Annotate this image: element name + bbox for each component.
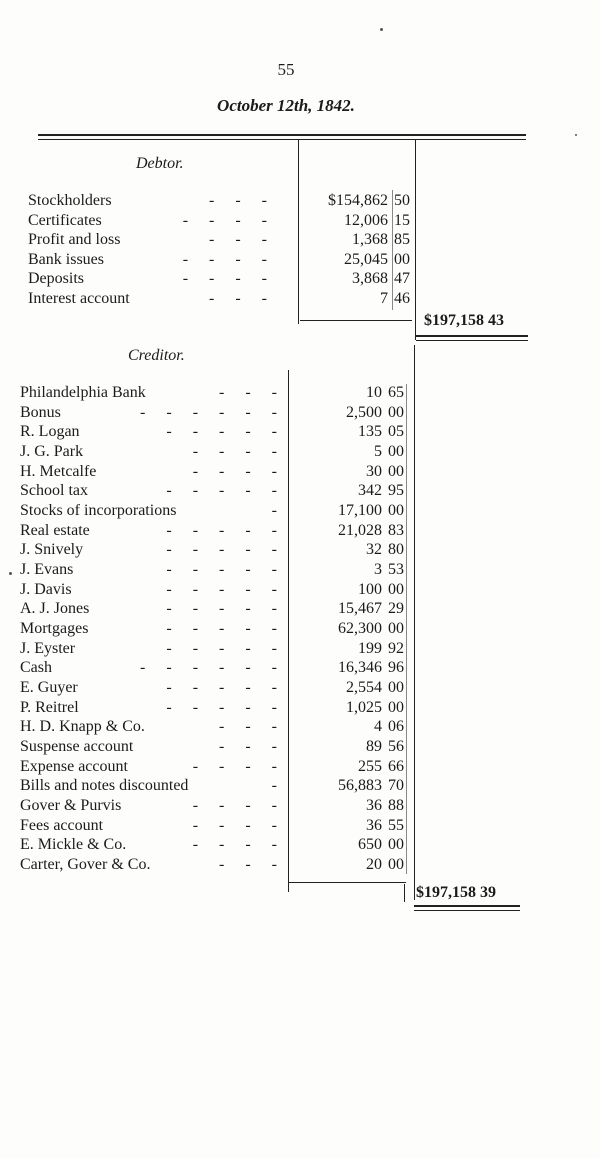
leader-dashes: - - - - (192, 442, 278, 460)
amount-cents: 00 (388, 462, 404, 480)
ledger-row (20, 481, 414, 500)
leader-dashes: - - - (209, 231, 268, 249)
amount-dollars: 100 (358, 580, 382, 598)
amount-cents: 00 (388, 442, 404, 460)
amount-dollars: 2,500 (346, 403, 382, 421)
leader-dashes: - - - (209, 192, 268, 209)
amount-cents: 29 (388, 600, 404, 618)
leader-dashes: - - - (219, 737, 278, 755)
account-name: Deposits (28, 270, 84, 288)
account-name: R. Logan (20, 423, 80, 441)
ledger-row (20, 560, 414, 579)
ledger-row (20, 442, 414, 461)
ledger-row (20, 619, 414, 638)
leader-dashes: - - - - (192, 757, 278, 775)
amount-cents: 53 (388, 560, 404, 578)
ledger-row (20, 737, 414, 756)
leader-dashes: - - - - - (166, 521, 278, 539)
creditor-total: $197,158 39 (416, 884, 496, 901)
account-name: H. D. Knapp & Co. (20, 718, 145, 736)
amount-dollars: 21,028 (338, 521, 382, 539)
account-name: H. Metcalfe (20, 462, 97, 480)
ledger-row (28, 230, 420, 249)
amount-dollars: 36 (366, 816, 382, 834)
account-name: Expense account (20, 757, 128, 775)
amount-dollars: 10 (366, 384, 382, 401)
ledger-row (20, 521, 414, 540)
account-name: Gover & Purvis (20, 796, 122, 814)
leader-dashes: - - - - - (166, 619, 278, 637)
account-name: Real estate (20, 521, 90, 539)
leader-dashes: - - - - (192, 796, 278, 814)
leader-dashes: - - - - (182, 270, 268, 288)
leader-dashes: - - - - - (166, 600, 278, 618)
amount-cents: 92 (388, 639, 404, 657)
amount-cents: 00 (388, 855, 404, 873)
creditor-subtotal-rule (288, 882, 406, 883)
amount-dollars: 4 (374, 718, 382, 736)
amount-cents: 85 (394, 231, 410, 249)
amount-cents: 00 (388, 836, 404, 854)
ledger-row (20, 835, 414, 854)
debtor-subtotal-rule (300, 320, 412, 321)
amount-dollars: 650 (358, 836, 382, 854)
creditor-total-bracket (404, 884, 405, 902)
ledger-row (20, 658, 414, 677)
account-name: Bills and notes discounted (20, 777, 189, 795)
amount-dollars: 255 (358, 757, 382, 775)
amount-cents: 96 (388, 659, 404, 677)
amount-cents: 88 (388, 796, 404, 814)
account-name: Profit and loss (28, 231, 121, 249)
ledger-row (20, 757, 414, 776)
amount-dollars: 1,025 (346, 698, 382, 716)
account-name: Carter, Gover & Co. (20, 855, 151, 873)
account-name: E. Guyer (20, 678, 78, 696)
leader-dashes: - - - - (192, 836, 278, 854)
leader-dashes: - - - - - (166, 678, 278, 696)
amount-dollars: 25,045 (344, 250, 388, 268)
amount-cents: 83 (388, 521, 404, 539)
creditor-total-rule (414, 905, 520, 907)
account-name: J. G. Park (20, 442, 84, 460)
ledger-row (20, 501, 414, 520)
top-rule-thin (38, 139, 526, 140)
debtor-total: $197,158 43 (424, 312, 504, 329)
amount-dollars: 342 (358, 482, 382, 500)
leader-dashes: - - - - - - (140, 659, 278, 677)
leader-dashes: - (271, 777, 278, 795)
amount-cents: 66 (388, 757, 404, 775)
amount-cents: 46 (394, 290, 410, 307)
leader-dashes: - - - - - (166, 423, 278, 441)
leader-dashes: - - - - - (166, 639, 278, 657)
leader-dashes: - - - - (192, 462, 278, 480)
leader-dashes: - - - - - (166, 560, 278, 578)
amount-dollars: 199 (358, 639, 382, 657)
amount-cents: 55 (388, 816, 404, 834)
account-name: P. Reitrel (20, 698, 79, 716)
amount-dollars: 30 (366, 462, 382, 480)
leader-dashes: - - - (219, 855, 278, 873)
amount-cents: 00 (388, 619, 404, 637)
creditor-heading: Creditor. (128, 347, 185, 364)
amount-cents: 15 (394, 211, 410, 229)
ledger-row (20, 717, 414, 736)
leader-dashes: - - - (219, 384, 278, 401)
amount-cents: 56 (388, 737, 404, 755)
debtor-total-rule (416, 335, 528, 337)
amount-dollars: 3 (374, 560, 382, 578)
account-name: Cash (20, 659, 52, 677)
amount-dollars: 89 (366, 737, 382, 755)
amount-dollars: 3,868 (352, 270, 388, 288)
creditor-amount-rule-right (414, 345, 415, 900)
account-name: Stocks of incorporations (20, 501, 177, 519)
amount-dollars: 7 (380, 290, 388, 307)
amount-dollars: 32 (366, 541, 382, 559)
leader-dashes: - - - - - (166, 482, 278, 500)
ledger-row (28, 211, 420, 230)
amount-dollars: 56,883 (338, 777, 382, 795)
ledger-row (20, 422, 414, 441)
amount-cents: 00 (388, 501, 404, 519)
amount-dollars: 36 (366, 796, 382, 814)
amount-dollars: 15,467 (338, 600, 382, 618)
amount-dollars: 17,100 (338, 501, 382, 519)
ledger-row (20, 698, 414, 717)
amount-cents: 00 (388, 403, 404, 421)
top-rule (38, 134, 526, 136)
amount-dollars: 62,300 (338, 619, 382, 637)
ledger-row (20, 796, 414, 815)
leader-dashes: - - - - - (166, 580, 278, 598)
account-name: Stockholders (28, 192, 112, 209)
ledger-row (28, 269, 420, 288)
ledger-row (20, 599, 414, 618)
amount-cents: 00 (388, 580, 404, 598)
amount-dollars: 135 (358, 423, 382, 441)
account-name: School tax (20, 482, 88, 500)
amount-cents: 95 (388, 482, 404, 500)
account-name: J. Eyster (20, 639, 76, 657)
account-name: J. Snively (20, 541, 84, 559)
leader-dashes: - - - (209, 290, 268, 307)
ledger-date: October 12th, 1842. (217, 96, 355, 115)
leader-dashes: - - - - - (166, 541, 278, 559)
amount-dollars: $154,862 (328, 192, 388, 209)
ledger-row (20, 540, 414, 559)
ledger-row (20, 639, 414, 658)
amount-dollars: 20 (366, 855, 382, 873)
leader-dashes: - (271, 501, 278, 519)
ledger-row (20, 776, 414, 795)
account-name: Bonus (20, 403, 61, 421)
debtor-heading: Debtor. (136, 155, 184, 172)
amount-cents: 05 (388, 423, 404, 441)
account-name: Mortgages (20, 619, 89, 637)
amount-cents: 00 (388, 678, 404, 696)
account-name: Philandelphia Bank (20, 384, 146, 401)
amount-dollars: 5 (374, 442, 382, 460)
account-name: Certificates (28, 211, 102, 229)
leader-dashes: - - - - (182, 211, 268, 229)
account-name: J. Davis (20, 580, 72, 598)
paper-speck (380, 28, 383, 31)
account-name: Bank issues (28, 250, 104, 268)
leader-dashes: - - - - (192, 816, 278, 834)
ledger-row (20, 383, 414, 402)
debtor-total-rule-thin (416, 340, 528, 341)
ledger-row (20, 580, 414, 599)
paper-speck (9, 572, 12, 575)
account-name: Fees account (20, 816, 104, 834)
amount-dollars: 16,346 (338, 659, 382, 677)
ledger-row (20, 462, 414, 481)
ledger-row (20, 403, 414, 422)
account-name: J. Evans (20, 560, 74, 578)
account-name: E. Mickle & Co. (20, 836, 127, 854)
account-name: A. J. Jones (20, 600, 90, 618)
amount-dollars: 12,006 (344, 211, 388, 229)
amount-cents: 70 (388, 777, 404, 795)
leader-dashes: - - - (219, 718, 278, 736)
page-number: 55 (277, 60, 295, 79)
account-name: Suspense account (20, 737, 134, 755)
amount-dollars: 1,368 (352, 231, 388, 249)
amount-cents: 00 (388, 698, 404, 716)
amount-cents: 47 (394, 270, 410, 288)
account-name: Interest account (28, 290, 130, 307)
leader-dashes: - - - - - (166, 698, 278, 716)
amount-dollars: 2,554 (346, 678, 382, 696)
paper-speck (575, 134, 577, 136)
ledger-row (28, 250, 420, 269)
amount-cents: 65 (388, 384, 404, 401)
ledger-row (20, 678, 414, 697)
ledger-row (28, 289, 420, 308)
creditor-total-rule-thin (414, 910, 520, 911)
amount-cents: 00 (394, 250, 410, 268)
leader-dashes: - - - - - - (140, 403, 278, 421)
ledger-row (28, 191, 420, 210)
amount-cents: 50 (394, 192, 410, 209)
amount-cents: 80 (388, 541, 404, 559)
leader-dashes: - - - - (182, 250, 268, 268)
ledger-row (20, 816, 414, 835)
ledger-row (20, 855, 414, 874)
amount-cents: 06 (388, 718, 404, 736)
